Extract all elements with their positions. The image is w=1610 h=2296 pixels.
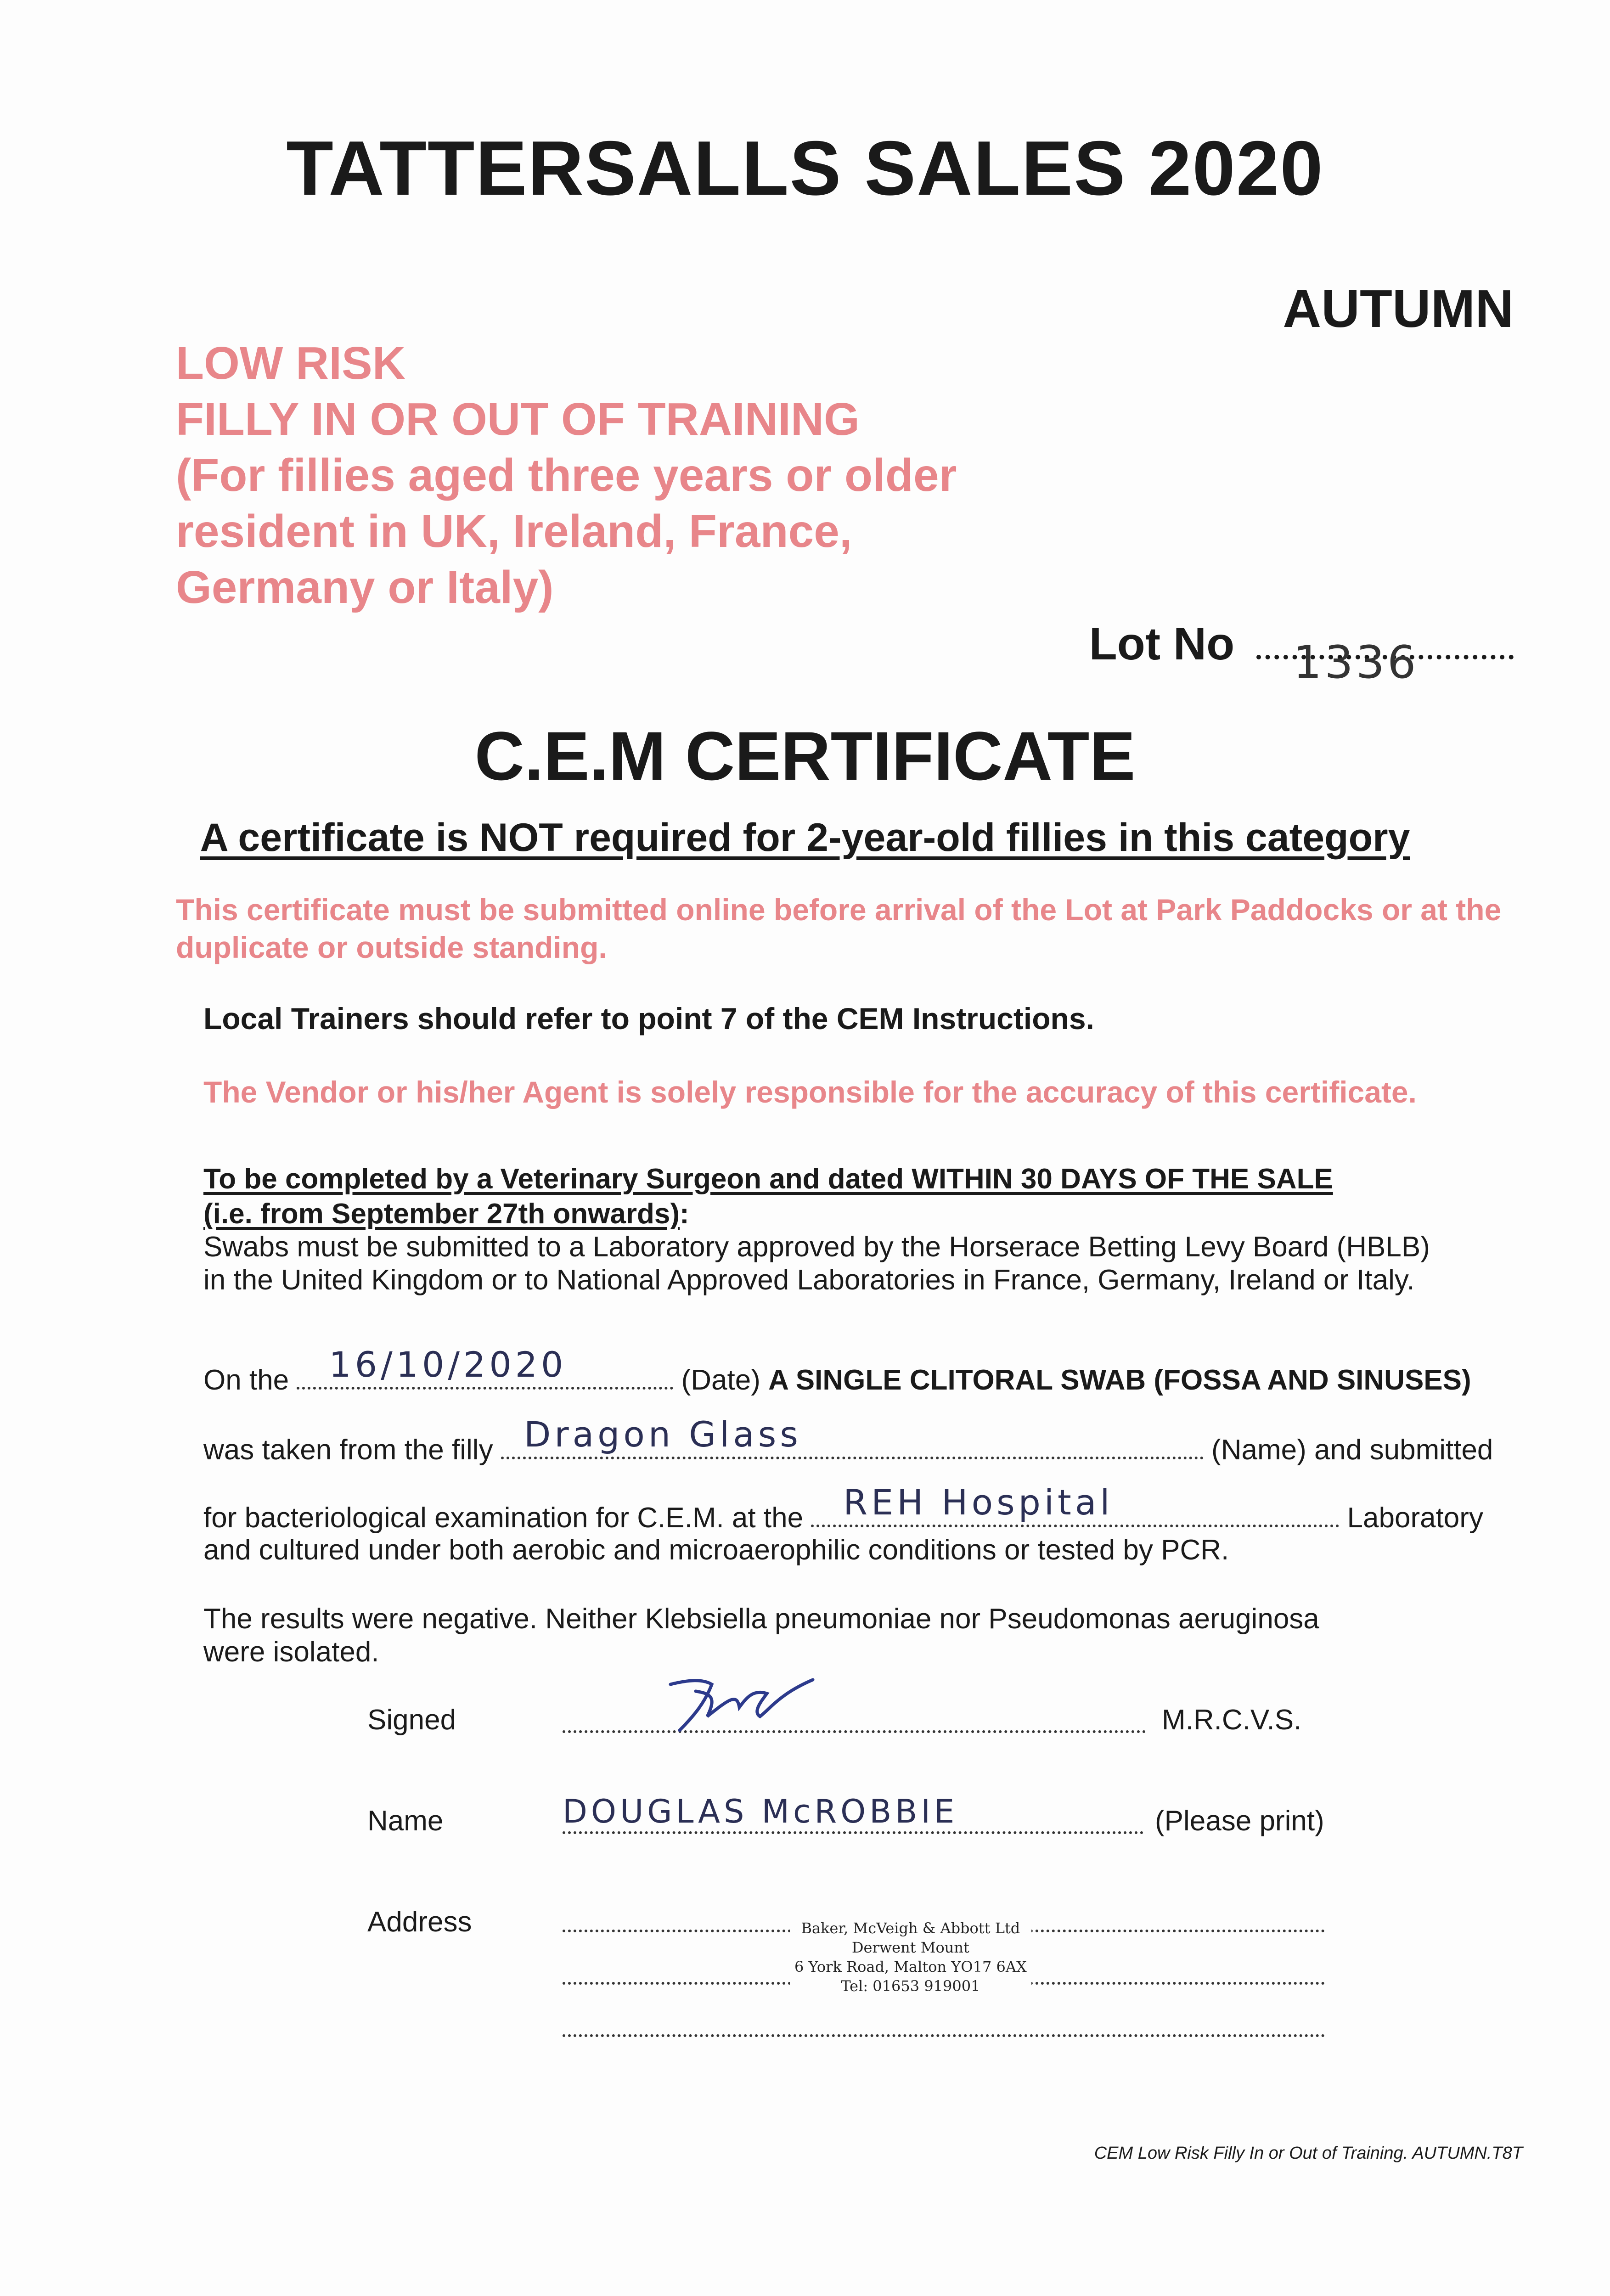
date-field[interactable] <box>297 1344 673 1390</box>
colon: : <box>680 1198 689 1230</box>
document-title: TATTERSALLS SALES 2020 <box>286 125 1324 211</box>
name-value: DOUGLAS McROBBIE <box>563 1793 958 1830</box>
address-label: Address <box>367 1906 472 1938</box>
cultured-text: and cultured under both aerobic and microaerophilic conditions or tested by PCR. <box>203 1534 1229 1566</box>
date-value: 16/10/2020 <box>329 1344 567 1385</box>
laboratory-value: REH Hospital <box>843 1482 1114 1523</box>
vendor-note: The Vendor or his/her Agent is solely responsible for the accuracy of this certificate. <box>203 1075 1417 1109</box>
sale-season: AUTUMN <box>1283 279 1514 338</box>
date-label: (Date) <box>681 1364 760 1396</box>
lot-label: Lot No <box>1089 618 1235 670</box>
stamp-line: 6 York Road, Malton YO17 6AX <box>794 1958 1027 1975</box>
not-required-note: A certificate is NOT required for 2-year-old fillies in this category <box>200 816 1410 860</box>
please-print-label: (Please print) <box>1155 1805 1324 1837</box>
category-block <box>176 335 957 615</box>
laboratory-row <box>203 1482 1483 1534</box>
local-trainers-note: Local Trainers should refer to point 7 of the CEM Instructions. <box>203 1002 1094 1035</box>
stamp-line: Tel: 01653 919001 <box>841 1977 980 1995</box>
results-block <box>203 1603 1319 1669</box>
laboratory-label: Laboratory <box>1347 1502 1483 1534</box>
swab-description: A SINGLE CLITORAL SWAB (FOSSA AND SINUSES) <box>768 1364 1471 1396</box>
filly-name-value: Dragon Glass <box>524 1414 802 1455</box>
results-line: were isolated. <box>203 1636 379 1668</box>
stamp-line: Baker, McVeigh & Abbott Ltd <box>801 1919 1020 1937</box>
practice-stamp <box>790 1919 1031 1996</box>
completion-instructions <box>203 1162 1333 1232</box>
mrcvs-label: M.R.C.V.S. <box>1162 1704 1302 1736</box>
name-label: Name <box>367 1805 444 1837</box>
taken-from-label: was taken from the filly <box>203 1434 493 1466</box>
form-reference: CEM Low Risk Filly In or Out of Training. AUTUMN.T8T <box>1094 2144 1523 2163</box>
filly-name-field[interactable] <box>501 1414 1204 1459</box>
certificate-title: C.E.M CERTIFICATE <box>474 717 1136 794</box>
date-row <box>203 1344 1471 1396</box>
on-the-label: On the <box>203 1364 289 1396</box>
bacteriological-label: for bacteriological examination for C.E.M. at the <box>203 1502 804 1534</box>
category-line: FILLY IN OR OUT OF TRAINING <box>176 394 860 445</box>
category-line: (For fillies aged three years or older <box>176 450 957 501</box>
laboratory-field[interactable] <box>811 1482 1339 1527</box>
stamp-line: Derwent Mount <box>851 1939 969 1956</box>
signature-line[interactable] <box>563 1728 1146 1733</box>
filly-row <box>203 1414 1493 1466</box>
results-line: The results were negative. Neither Klebsiella pneumoniae nor Pseudomonas aeruginosa <box>203 1603 1319 1635</box>
name-line[interactable] <box>563 1793 1143 1834</box>
swab-line: Swabs must be submitted to a Laboratory approved by the Horserace Betting Levy Board (HBLB) <box>203 1231 1430 1263</box>
address-line-3[interactable] <box>563 2032 1325 2037</box>
submission-note: This certificate must be submitted online before arrival of the Lot at Park Paddocks or at the duplicate or outside standing. <box>176 893 1502 964</box>
category-line: Germany or Italy) <box>176 562 554 613</box>
lot-value: 1336 <box>1293 636 1419 689</box>
swab-instructions <box>203 1231 1430 1297</box>
swab-line: in the United Kingdom or to National Approved Laboratories in France, Germany, Ireland or Italy. <box>203 1264 1415 1296</box>
category-line: resident in UK, Ireland, France, <box>176 506 852 557</box>
name-submitted-label: (Name) and submitted <box>1211 1434 1493 1466</box>
completion-line: To be completed by a Veterinary Surgeon and dated WITHIN 30 DAYS OF THE SALE <box>203 1163 1333 1195</box>
lot-number <box>1089 618 1514 689</box>
signed-label: Signed <box>367 1704 456 1736</box>
completion-line: (i.e. from September 27th onwards) <box>203 1198 680 1230</box>
category-line: LOW RISK <box>176 338 405 389</box>
signature-mark <box>661 1666 827 1735</box>
